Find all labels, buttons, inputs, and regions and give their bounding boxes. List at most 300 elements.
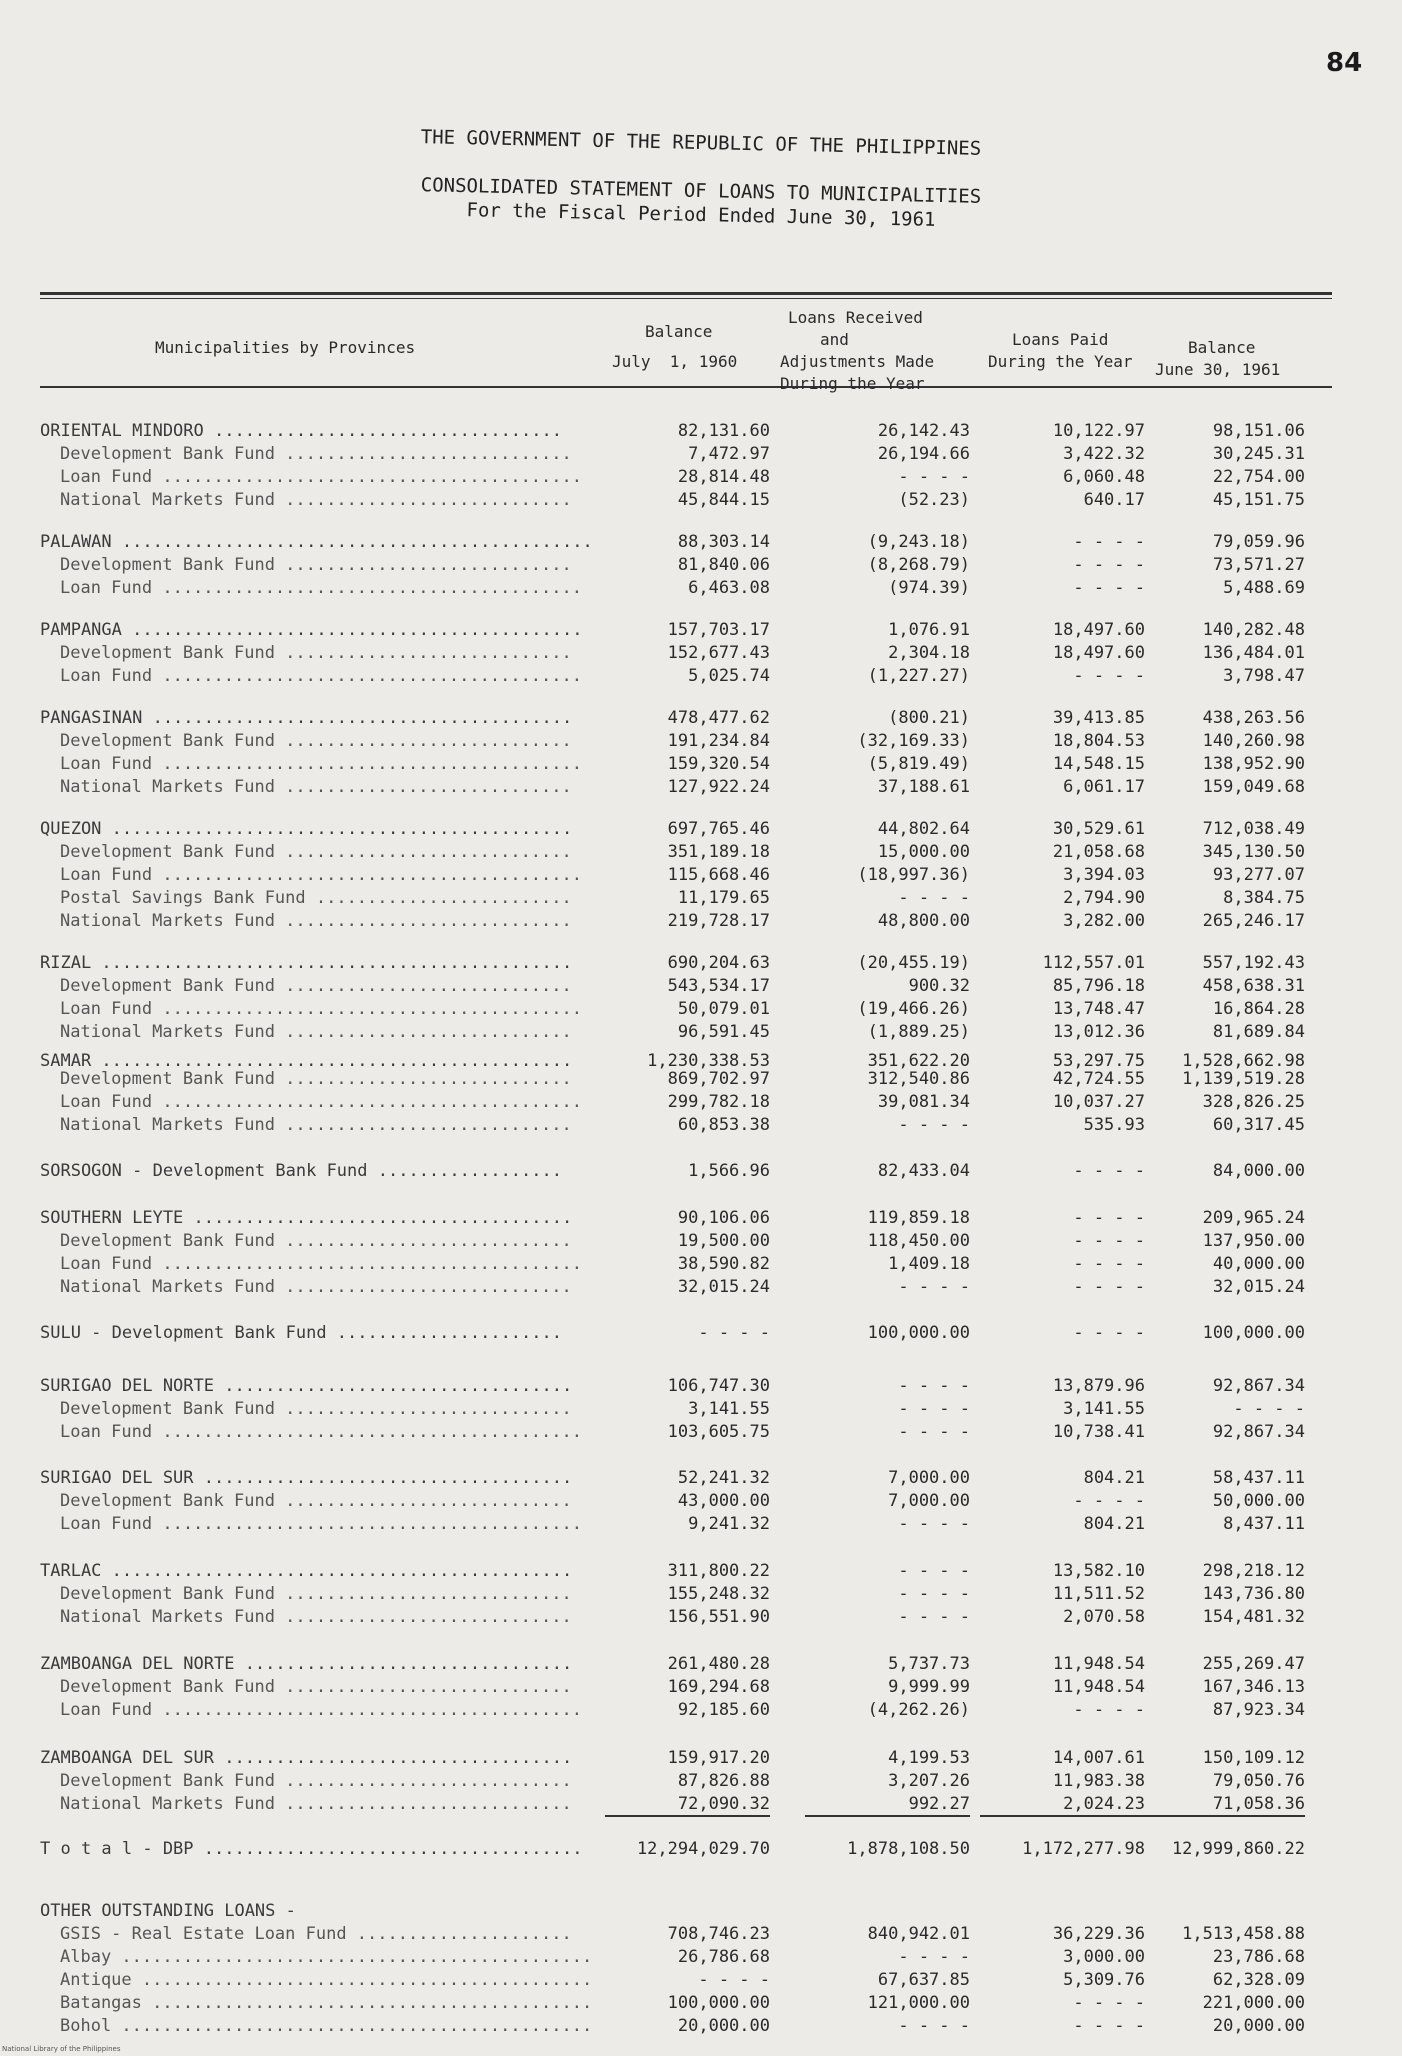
header-loans-received-1: Loans Received <box>788 308 923 327</box>
loans-received-cell: 7,000.00 <box>888 1491 970 1511</box>
table-row <box>0 1398 1402 1420</box>
balance-july-1960-cell: 115,668.46 <box>667 865 770 885</box>
loans-paid-cell: - - - - <box>1073 666 1145 686</box>
loans-received-cell: 9,999.99 <box>888 1677 970 1697</box>
balance-june-1961-cell: 3,798.47 <box>1223 666 1305 686</box>
table-row <box>0 489 1402 511</box>
balance-june-1961-cell: 62,328.09 <box>1212 1970 1305 1990</box>
balance-july-1960-cell: 45,844.15 <box>677 490 770 510</box>
loans-paid-cell: 39,413.85 <box>1052 708 1145 728</box>
balance-july-1960-cell: 159,917.20 <box>667 1748 770 1768</box>
fund-name: National Markets Fund ............................ <box>60 777 572 797</box>
table-row <box>0 665 1402 687</box>
loans-received-cell: - - - - <box>898 1277 970 1297</box>
balance-june-1961-cell: 140,260.98 <box>1202 731 1305 751</box>
balance-june-1961-cell: 458,638.31 <box>1202 976 1305 996</box>
loans-paid-cell: - - - - <box>1073 1277 1145 1297</box>
loans-received-cell: (9,243.18) <box>867 532 970 552</box>
loans-received-cell: 900.32 <box>908 976 970 996</box>
loans-paid-cell: 6,061.17 <box>1063 777 1145 797</box>
fund-name: National Markets Fund ............................ <box>60 1794 572 1814</box>
fund-name: Development Bank Fund ............................ <box>60 1231 572 1251</box>
loans-paid-cell: 11,983.38 <box>1052 1771 1145 1791</box>
fund-name: Development Bank Fund ............................ <box>60 1399 572 1419</box>
table-row <box>0 1699 1402 1721</box>
loans-paid-cell: - - - - <box>1073 532 1145 552</box>
header-municipalities: Municipalities by Provinces <box>155 338 416 357</box>
loans-paid-cell: 10,738.41 <box>1052 1422 1145 1442</box>
loans-received-cell: 351,622.20 <box>867 1051 970 1071</box>
loans-received-cell: 4,199.53 <box>888 1748 970 1768</box>
loans-received-cell: 1,878,108.50 <box>847 1839 970 1859</box>
loans-paid-cell: - - - - <box>1073 1323 1145 1343</box>
loans-received-cell: 26,142.43 <box>877 421 970 441</box>
province-name: SORSOGON - Development Bank Fund .................. <box>40 1161 562 1181</box>
balance-june-1961-cell: 136,484.01 <box>1202 643 1305 663</box>
header-loans-received-3: Adjustments Made <box>780 352 935 371</box>
fund-name: Loan Fund ......................................... <box>60 1254 582 1274</box>
balance-july-1960-cell: 261,480.28 <box>667 1654 770 1674</box>
balance-june-1961-cell: 92,867.34 <box>1212 1422 1305 1442</box>
loans-paid-cell: - - - - <box>1073 578 1145 598</box>
table-row <box>0 1253 1402 1275</box>
balance-june-1961-cell: 16,864.28 <box>1212 999 1305 1019</box>
loans-paid-cell: 10,037.27 <box>1052 1092 1145 1112</box>
table-row <box>0 818 1402 840</box>
loans-received-cell: 48,800.00 <box>877 911 970 931</box>
balance-july-1960-cell: 32,015.24 <box>677 1277 770 1297</box>
balance-june-1961-cell: 1,513,458.88 <box>1182 1924 1305 1944</box>
fund-name: National Markets Fund ............................ <box>60 1607 572 1627</box>
fund-name: Development Bank Fund ............................ <box>60 555 572 575</box>
loans-paid-cell: - - - - <box>1073 2016 1145 2036</box>
fund-name: Bohol .............................................. <box>60 2016 593 2036</box>
balance-july-1960-cell: 12,294,029.70 <box>636 1839 770 1859</box>
table-row <box>0 1490 1402 1512</box>
balance-july-1960-cell: 219,728.17 <box>667 911 770 931</box>
table-row <box>0 1900 1402 1922</box>
loans-received-cell: 1,076.91 <box>888 620 970 640</box>
loans-received-cell: 26,194.66 <box>877 444 970 464</box>
loans-paid-cell: 3,282.00 <box>1063 911 1145 931</box>
province-name: SURIGAO DEL SUR .................................... <box>40 1468 573 1488</box>
province-name: T o t a l - DBP ..................................... <box>40 1839 583 1859</box>
loans-paid-cell: 36,229.36 <box>1052 1924 1145 1944</box>
province-name: QUEZON ............................................. <box>40 819 573 839</box>
loans-received-cell: (1,889.25) <box>867 1022 970 1042</box>
table-row <box>0 1793 1402 1815</box>
province-name: ORIENTAL MINDORO .................................. <box>40 421 562 441</box>
loans-received-cell: (18,997.36) <box>857 865 970 885</box>
balance-june-1961-cell: 265,246.17 <box>1202 911 1305 931</box>
loans-paid-cell: 53,297.75 <box>1052 1051 1145 1071</box>
table-row <box>0 1838 1402 1860</box>
header-loans-paid-2: During the Year <box>988 352 1133 371</box>
loans-paid-cell: - - - - <box>1073 1231 1145 1251</box>
fund-name: National Markets Fund ............................ <box>60 1022 572 1042</box>
loans-paid-cell: 11,948.54 <box>1052 1677 1145 1697</box>
balance-july-1960-cell: 159,320.54 <box>667 754 770 774</box>
loans-paid-cell: 6,060.48 <box>1063 467 1145 487</box>
fund-name: Development Bank Fund ............................ <box>60 1584 572 1604</box>
balance-june-1961-cell: 150,109.12 <box>1202 1748 1305 1768</box>
fund-name: Development Bank Fund ............................ <box>60 842 572 862</box>
loans-received-cell: - - - - <box>898 1584 970 1604</box>
header-balance-june-2: June 30, 1961 <box>1155 360 1281 379</box>
loans-received-cell: 118,450.00 <box>867 1231 970 1251</box>
loans-paid-cell: 13,879.96 <box>1052 1376 1145 1396</box>
balance-june-1961-cell: 298,218.12 <box>1202 1561 1305 1581</box>
loans-received-cell: 67,637.85 <box>877 1970 970 1990</box>
header-loans-received-4: During the Year <box>780 374 925 393</box>
loans-received-cell: 5,737.73 <box>888 1654 970 1674</box>
balance-july-1960-cell: 26,786.68 <box>677 1947 770 1967</box>
balance-july-1960-cell: 191,234.84 <box>667 731 770 751</box>
fund-name: Loan Fund ......................................... <box>60 666 582 686</box>
loans-paid-cell: 21,058.68 <box>1052 842 1145 862</box>
header-balance-july-1: Balance <box>645 322 713 341</box>
balance-july-1960-cell: 87,826.88 <box>677 1771 770 1791</box>
balance-july-1960-cell: 50,079.01 <box>677 999 770 1019</box>
loans-paid-cell: 804.21 <box>1083 1514 1145 1534</box>
fund-name: National Markets Fund ............................ <box>60 490 572 510</box>
balance-june-1961-cell: 345,130.50 <box>1202 842 1305 862</box>
balance-july-1960-cell: 38,590.82 <box>677 1254 770 1274</box>
balance-july-1960-cell: 351,189.18 <box>667 842 770 862</box>
loans-paid-cell: 3,000.00 <box>1063 1947 1145 1967</box>
page-number: 84 <box>1326 48 1363 78</box>
table-row <box>0 1676 1402 1698</box>
table-row <box>0 730 1402 752</box>
balance-june-1961-cell: 438,263.56 <box>1202 708 1305 728</box>
loans-paid-cell: 18,497.60 <box>1052 643 1145 663</box>
loans-received-cell: (52.23) <box>898 490 970 510</box>
balance-july-1960-cell: 708,746.23 <box>667 1924 770 1944</box>
balance-july-1960-cell: 20,000.00 <box>677 2016 770 2036</box>
balance-july-1960-cell: 106,747.30 <box>667 1376 770 1396</box>
balance-june-1961-cell: 58,437.11 <box>1212 1468 1305 1488</box>
fund-name: Development Bank Fund ............................ <box>60 1069 572 1089</box>
loans-paid-cell: 640.17 <box>1083 490 1145 510</box>
balance-july-1960-cell: 156,551.90 <box>667 1607 770 1627</box>
table-row <box>0 466 1402 488</box>
balance-june-1961-cell: 98,151.06 <box>1212 421 1305 441</box>
fund-name: Loan Fund ......................................... <box>60 1514 582 1534</box>
loans-paid-cell: 2,794.90 <box>1063 888 1145 908</box>
document-title: THE GOVERNMENT OF THE REPUBLIC OF THE PHILIPPINES <box>420 126 982 160</box>
header-loans-received-2: and <box>820 330 849 349</box>
loans-paid-cell: 18,497.60 <box>1052 620 1145 640</box>
table-row <box>0 1421 1402 1443</box>
balance-june-1961-cell: 87,923.34 <box>1212 1700 1305 1720</box>
table-row <box>0 619 1402 641</box>
province-name: SOUTHERN LEYTE ..................................... <box>40 1208 573 1228</box>
balance-june-1961-cell: 159,049.68 <box>1202 777 1305 797</box>
loans-paid-cell: 11,948.54 <box>1052 1654 1145 1674</box>
table-row <box>0 1322 1402 1344</box>
balance-june-1961-cell: 84,000.00 <box>1212 1161 1305 1181</box>
table-row <box>0 1946 1402 1968</box>
table-row <box>0 531 1402 553</box>
fund-name: National Markets Fund ............................ <box>60 1277 572 1297</box>
loans-received-cell: 119,859.18 <box>867 1208 970 1228</box>
table-row <box>0 753 1402 775</box>
balance-july-1960-cell: 72,090.32 <box>605 1793 770 1817</box>
table-row <box>0 1276 1402 1298</box>
fund-name: Loan Fund ......................................... <box>60 754 582 774</box>
balance-july-1960-cell: 299,782.18 <box>667 1092 770 1112</box>
fund-name: Loan Fund ......................................... <box>60 1092 582 1112</box>
fund-name: Development Bank Fund ............................ <box>60 444 572 464</box>
table-row <box>0 998 1402 1020</box>
loans-paid-cell: 14,548.15 <box>1052 754 1145 774</box>
balance-july-1960-cell: 6,463.08 <box>688 578 770 598</box>
table-row <box>0 554 1402 576</box>
balance-july-1960-cell: 9,241.32 <box>688 1514 770 1534</box>
fund-name: GSIS - Real Estate Loan Fund ..................... <box>60 1924 572 1944</box>
balance-july-1960-cell: 90,106.06 <box>677 1208 770 1228</box>
header-balance-july-2: July 1, 1960 <box>612 352 738 371</box>
province-name: ZAMBOANGA DEL NORTE ................................ <box>40 1654 573 1674</box>
table-row <box>0 776 1402 798</box>
province-name: SURIGAO DEL NORTE .................................. <box>40 1376 573 1396</box>
loans-paid-cell: 2,070.58 <box>1063 1607 1145 1627</box>
province-name: SULU - Development Bank Fund ...................... <box>40 1323 562 1343</box>
loans-received-cell: 840,942.01 <box>867 1924 970 1944</box>
fund-name: Development Bank Fund ............................ <box>60 1677 572 1697</box>
loans-received-cell: 1,409.18 <box>888 1254 970 1274</box>
balance-june-1961-cell: 81,689.84 <box>1212 1022 1305 1042</box>
province-name: PANGASINAN ......................................... <box>40 708 573 728</box>
balance-june-1961-cell: 45,151.75 <box>1212 490 1305 510</box>
loans-received-cell: (4,262.26) <box>867 1700 970 1720</box>
balance-july-1960-cell: 157,703.17 <box>667 620 770 640</box>
balance-june-1961-cell: 154,481.32 <box>1202 1607 1305 1627</box>
loans-paid-cell: 10,122.97 <box>1052 421 1145 441</box>
loans-received-cell: - - - - <box>898 1514 970 1534</box>
balance-july-1960-cell: 697,765.46 <box>667 819 770 839</box>
balance-july-1960-cell: 103,605.75 <box>667 1422 770 1442</box>
table-row <box>0 1021 1402 1043</box>
fund-name: Albay .............................................. <box>60 1947 593 1967</box>
balance-june-1961-cell: 73,571.27 <box>1212 555 1305 575</box>
statement-title: CONSOLIDATED STATEMENT OF LOANS TO MUNICIPALITIES <box>420 174 982 208</box>
table-row <box>0 1923 1402 1945</box>
balance-july-1960-cell: 88,303.14 <box>677 532 770 552</box>
loans-paid-cell: - - - - <box>1073 1491 1145 1511</box>
balance-june-1961-cell: 8,437.11 <box>1223 1514 1305 1534</box>
header-balance-june-1: Balance <box>1188 338 1256 357</box>
table-row <box>0 952 1402 974</box>
table-row <box>0 2015 1402 2037</box>
fund-name: Development Bank Fund ............................ <box>60 1491 572 1511</box>
fund-name: Loan Fund ......................................... <box>60 578 582 598</box>
balance-june-1961-cell: 328,826.25 <box>1202 1092 1305 1112</box>
balance-june-1961-cell: 557,192.43 <box>1202 953 1305 973</box>
fund-name: Development Bank Fund ............................ <box>60 731 572 751</box>
loans-paid-cell: 804.21 <box>1083 1468 1145 1488</box>
loans-paid-cell: 30,529.61 <box>1052 819 1145 839</box>
loans-paid-cell: 42,724.55 <box>1052 1069 1145 1089</box>
table-row <box>0 1969 1402 1991</box>
balance-june-1961-cell: 143,736.80 <box>1202 1584 1305 1604</box>
loans-received-cell: - - - - <box>898 1947 970 1967</box>
balance-june-1961-cell: 20,000.00 <box>1212 2016 1305 2036</box>
balance-june-1961-cell: 32,015.24 <box>1212 1277 1305 1297</box>
balance-june-1961-cell: 167,346.13 <box>1202 1677 1305 1697</box>
loans-paid-cell: 11,511.52 <box>1052 1584 1145 1604</box>
balance-july-1960-cell: 311,800.22 <box>667 1561 770 1581</box>
loans-received-cell: - - - - <box>898 1376 970 1396</box>
loans-received-cell: 15,000.00 <box>877 842 970 862</box>
fund-name: Development Bank Fund ............................ <box>60 643 572 663</box>
header-top-rule-2 <box>40 298 1332 299</box>
balance-july-1960-cell: 152,677.43 <box>667 643 770 663</box>
table-row <box>0 577 1402 599</box>
loans-received-cell: - - - - <box>898 1399 970 1419</box>
loans-paid-cell: - - - - <box>1073 1161 1145 1181</box>
balance-july-1960-cell: 52,241.32 <box>677 1468 770 1488</box>
balance-july-1960-cell: 155,248.32 <box>667 1584 770 1604</box>
loans-paid-cell: - - - - <box>1073 1208 1145 1228</box>
province-name: OTHER OUTSTANDING LOANS - <box>40 1901 296 1921</box>
table-row <box>0 1992 1402 2014</box>
table-row <box>0 1606 1402 1628</box>
balance-june-1961-cell: 5,488.69 <box>1223 578 1305 598</box>
loans-paid-cell: - - - - <box>1073 1254 1145 1274</box>
loans-paid-cell: 5,309.76 <box>1063 1970 1145 1990</box>
balance-june-1961-cell: 12,999,860.22 <box>1171 1839 1305 1859</box>
loans-paid-cell: 1,172,277.98 <box>1022 1839 1145 1859</box>
header-loans-paid-1: Loans Paid <box>1012 330 1109 349</box>
fund-name: Development Bank Fund ............................ <box>60 976 572 996</box>
balance-july-1960-cell: 81,840.06 <box>677 555 770 575</box>
table-row <box>0 1091 1402 1113</box>
loans-received-cell: (800.21) <box>888 708 970 728</box>
loans-paid-cell: - - - - <box>1073 1700 1145 1720</box>
loans-received-cell: 44,802.64 <box>877 819 970 839</box>
balance-june-1961-cell: 1,139,519.28 <box>1182 1069 1305 1089</box>
header-top-rule <box>40 292 1332 295</box>
loans-paid-cell: 13,012.36 <box>1052 1022 1145 1042</box>
balance-july-1960-cell: 11,179.65 <box>677 888 770 908</box>
footer-source: National Library of the Philippines <box>2 2045 121 2053</box>
balance-june-1961-cell: 100,000.00 <box>1202 1323 1305 1343</box>
balance-july-1960-cell: 82,131.60 <box>677 421 770 441</box>
loans-received-cell: 100,000.00 <box>867 1323 970 1343</box>
loans-received-cell: 992.27 <box>805 1793 970 1817</box>
table-row <box>0 864 1402 886</box>
table-row <box>0 1513 1402 1535</box>
loans-received-cell: - - - - <box>898 1115 970 1135</box>
balance-july-1960-cell: 543,534.17 <box>667 976 770 996</box>
balance-july-1960-cell: 1,230,338.53 <box>647 1051 770 1071</box>
table-row <box>0 1770 1402 1792</box>
province-name: PALAWAN .............................................. <box>40 532 593 552</box>
loans-received-cell: 121,000.00 <box>867 1993 970 2013</box>
fund-name: Loan Fund ......................................... <box>60 865 582 885</box>
table-row <box>0 910 1402 932</box>
loans-received-cell: (1,227.27) <box>867 666 970 686</box>
table-row <box>0 642 1402 664</box>
loans-paid-cell: 13,582.10 <box>1052 1561 1145 1581</box>
table-row <box>0 1560 1402 1582</box>
province-name: TARLAC ............................................. <box>40 1561 573 1581</box>
fund-name: Loan Fund ......................................... <box>60 467 582 487</box>
balance-june-1961-cell: 140,282.48 <box>1202 620 1305 640</box>
balance-july-1960-cell: 100,000.00 <box>667 1993 770 2013</box>
loans-received-cell: 2,304.18 <box>888 643 970 663</box>
balance-june-1961-cell: 50,000.00 <box>1212 1491 1305 1511</box>
balance-july-1960-cell: - - - - <box>698 1323 770 1343</box>
province-name: PAMPANGA ............................................ <box>40 620 583 640</box>
province-name: RIZAL .............................................. <box>40 953 573 973</box>
loans-paid-cell: 14,007.61 <box>1052 1748 1145 1768</box>
loans-received-cell: - - - - <box>898 1422 970 1442</box>
fund-name: Postal Savings Bank Fund ......................... <box>60 888 572 908</box>
balance-july-1960-cell: 690,204.63 <box>667 953 770 973</box>
loans-paid-cell: 2,024.23 <box>980 1793 1145 1817</box>
table-row <box>0 887 1402 909</box>
table-row <box>0 1068 1402 1090</box>
balance-june-1961-cell: 79,059.96 <box>1212 532 1305 552</box>
loans-received-cell: (20,455.19) <box>857 953 970 973</box>
loans-received-cell: 3,207.26 <box>888 1771 970 1791</box>
fund-name: National Markets Fund ............................ <box>60 1115 572 1135</box>
table-row <box>0 1467 1402 1489</box>
balance-june-1961-cell: 22,754.00 <box>1212 467 1305 487</box>
balance-june-1961-cell: 30,245.31 <box>1212 444 1305 464</box>
loans-paid-cell: 3,141.55 <box>1063 1399 1145 1419</box>
balance-june-1961-cell: 23,786.68 <box>1212 1947 1305 1967</box>
table-row <box>0 1375 1402 1397</box>
table-row <box>0 1207 1402 1229</box>
balance-july-1960-cell: 1,566.96 <box>688 1161 770 1181</box>
loans-paid-cell: 13,748.47 <box>1052 999 1145 1019</box>
loans-received-cell: 7,000.00 <box>888 1468 970 1488</box>
fund-name: Loan Fund ......................................... <box>60 1422 582 1442</box>
fund-name: Development Bank Fund ............................ <box>60 1771 572 1791</box>
table-row <box>0 1747 1402 1769</box>
balance-june-1961-cell: - - - - <box>1233 1399 1305 1419</box>
balance-june-1961-cell: 8,384.75 <box>1223 888 1305 908</box>
balance-june-1961-cell: 60,317.45 <box>1212 1115 1305 1135</box>
table-row <box>0 420 1402 442</box>
loans-received-cell: - - - - <box>898 1607 970 1627</box>
balance-july-1960-cell: 3,141.55 <box>688 1399 770 1419</box>
balance-june-1961-cell: 1,528,662.98 <box>1182 1051 1305 1071</box>
loans-paid-cell: - - - - <box>1073 1993 1145 2013</box>
balance-june-1961-cell: 221,000.00 <box>1202 1993 1305 2013</box>
balance-june-1961-cell: 137,950.00 <box>1202 1231 1305 1251</box>
table-row <box>0 443 1402 465</box>
loans-received-cell: 39,081.34 <box>877 1092 970 1112</box>
loans-received-cell: 312,540.86 <box>867 1069 970 1089</box>
balance-july-1960-cell: 478,477.62 <box>667 708 770 728</box>
balance-july-1960-cell: 19,500.00 <box>677 1231 770 1251</box>
header-bottom-rule <box>40 386 1332 388</box>
table-row <box>0 1583 1402 1605</box>
loans-received-cell: - - - - <box>898 2016 970 2036</box>
balance-july-1960-cell: 7,472.97 <box>688 444 770 464</box>
balance-june-1961-cell: 92,867.34 <box>1212 1376 1305 1396</box>
balance-june-1961-cell: 79,050.76 <box>1212 1771 1305 1791</box>
table-row <box>0 1114 1402 1136</box>
loans-received-cell: (19,466.26) <box>857 999 970 1019</box>
fiscal-period: For the Fiscal Period Ended June 30, 1961 <box>466 199 936 231</box>
loans-paid-cell: 3,422.32 <box>1063 444 1145 464</box>
loans-received-cell: (8,268.79) <box>867 555 970 575</box>
